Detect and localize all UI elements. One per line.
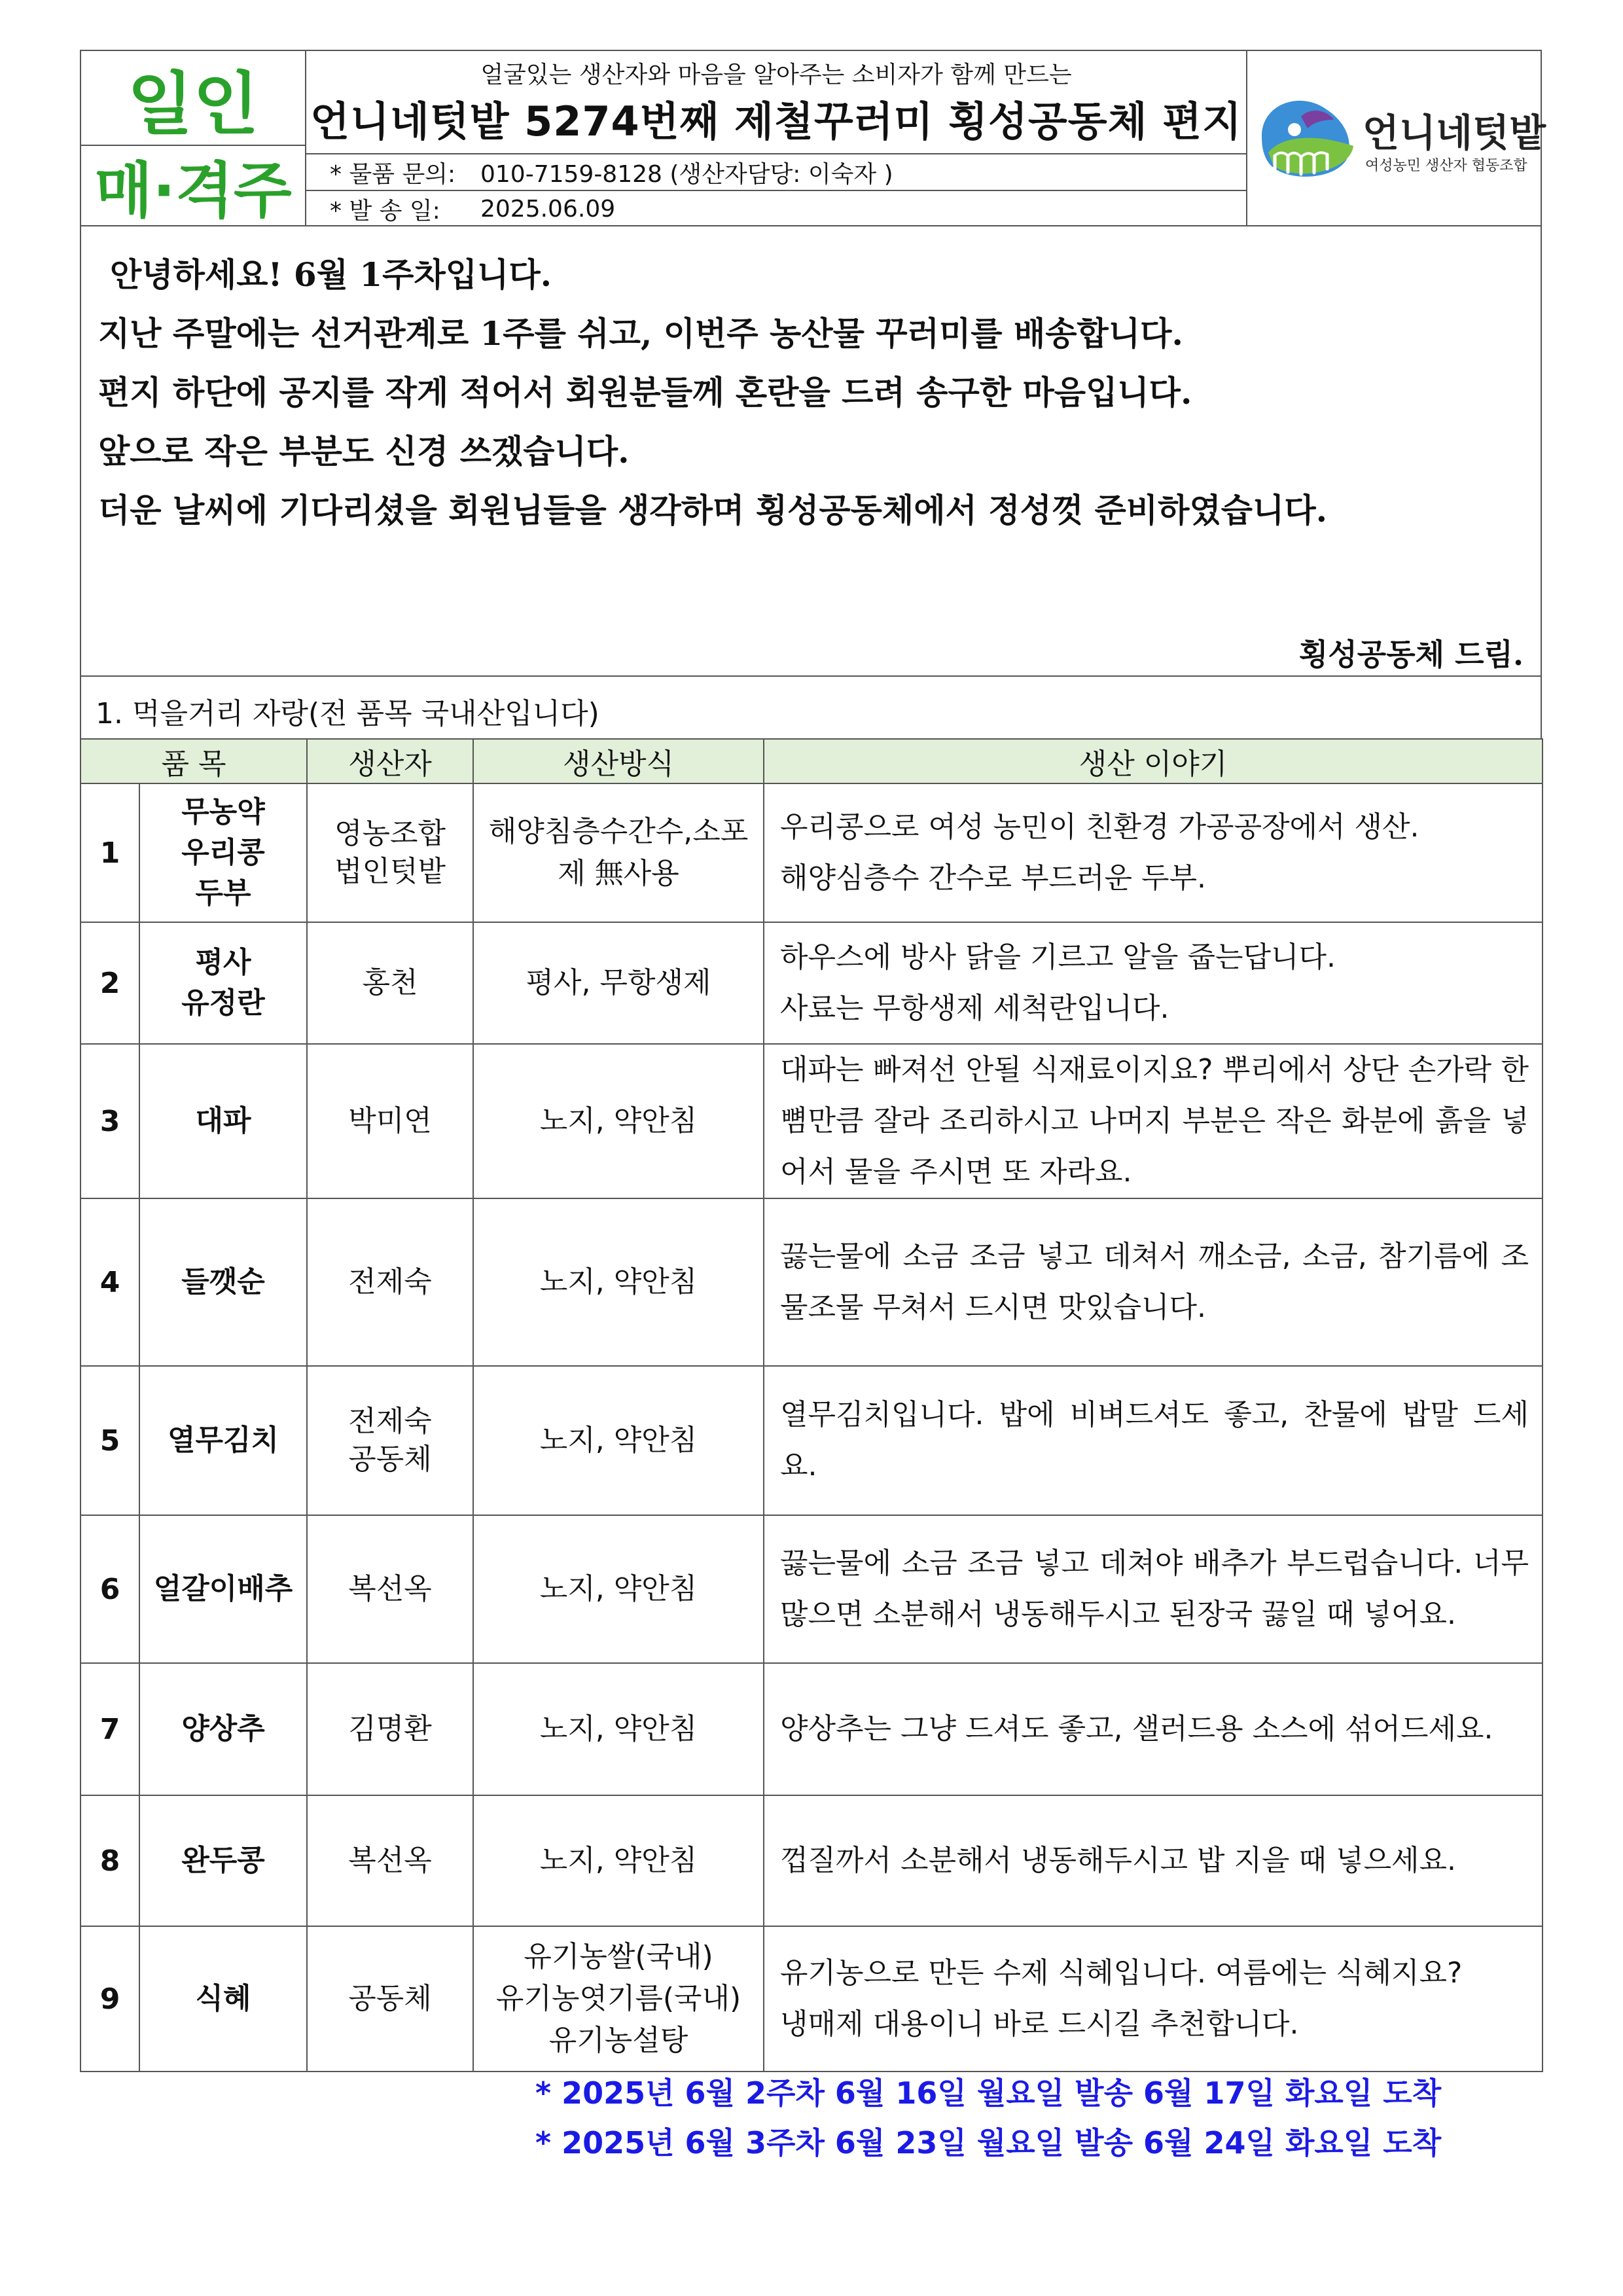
send-date-label: * 발 송 일:	[330, 197, 440, 224]
production-story: 끓는물에 소금 조금 넣고 데쳐야 배추가 부드럽습니다. 너무 많으면 소분해서 냉동해두시고 된장국 끓일 때 넣어요.	[764, 1515, 1543, 1663]
header-method: 생산방식	[473, 739, 764, 783]
table-row	[80, 1366, 1543, 1515]
production-story: 유기농으로 만든 수제 식혜입니다. 여름에는 식혜지요? 냉매제 대용이니 바로 드시길 추천합니다.	[764, 1926, 1543, 2072]
producer: 박미연	[307, 1044, 473, 1198]
table-row	[80, 1515, 1543, 1663]
production-method: 노지, 약안침	[473, 1044, 764, 1198]
greeting-message	[80, 225, 1542, 677]
table-row	[80, 1663, 1543, 1795]
table-row	[80, 1198, 1543, 1366]
production-method: 유기농쌀(국내) 유기농엿기름(국내) 유기농설탕	[473, 1926, 764, 2072]
product-table	[80, 738, 1543, 2072]
producer: 영농조합 법인텃밭	[307, 783, 473, 922]
production-story: 열무김치입니다. 밥에 비벼드셔도 좋고, 찬물에 밥말 드세요.	[764, 1366, 1543, 1515]
logo-emblem-icon	[1255, 90, 1360, 188]
item-name: 식혜	[139, 1926, 307, 2072]
producer: 공동체	[307, 1926, 473, 2072]
table-row	[80, 1795, 1543, 1926]
subscription-badge	[80, 50, 306, 226]
production-method: 노지, 약안침	[473, 1198, 764, 1366]
row-number: 9	[80, 1926, 139, 2072]
section-title	[80, 675, 1542, 740]
letter-header	[305, 50, 1247, 226]
logo-box	[1246, 50, 1546, 226]
producer: 홍천	[307, 922, 473, 1044]
production-method: 해양침층수간수,소포 제 無사용	[473, 783, 764, 922]
row-number: 2	[80, 922, 139, 1044]
item-name: 들깻순	[139, 1198, 307, 1366]
shipping-notice: * 2025년 6월 3주차 6월 23일 월요일 발송 6월 24일 화요일 도착	[535, 2125, 1442, 2161]
header-item: 품 목	[80, 739, 307, 783]
header-subtitle: 얼굴있는 생산자와 마음을 알아주는 소비자가 함께 만드는	[480, 62, 1072, 88]
row-number: 4	[80, 1198, 139, 1366]
shipping-notice: * 2025년 6월 2주차 6월 16일 월요일 발송 6월 17일 화요일 도착	[535, 2075, 1442, 2111]
greeting-line: 앞으로 작은 부분도 신경 쓰겠습니다.	[98, 432, 630, 471]
production-method: 노지, 약안침	[473, 1515, 764, 1663]
production-method: 노지, 약안침	[473, 1663, 764, 1795]
item-name: 평사 유정란	[139, 922, 307, 1044]
producer: 전제숙 공동체	[307, 1366, 473, 1515]
producer: 복선옥	[307, 1515, 473, 1663]
greeting-line: 편지 하단에 공지를 작게 적어서 회원분들께 혼란을 드려 송구한 마음입니다.	[98, 373, 1192, 412]
send-date-row	[306, 190, 1246, 226]
production-method: 노지, 약안침	[473, 1366, 764, 1515]
row-number: 6	[80, 1515, 139, 1663]
row-number: 8	[80, 1795, 139, 1926]
table-header-row	[80, 739, 1543, 783]
table-row	[80, 783, 1543, 922]
badge-frequency: 매·격주	[94, 155, 292, 226]
production-method: 노지, 약안침	[473, 1795, 764, 1926]
item-name: 열무김치	[139, 1366, 307, 1515]
item-name: 완두콩	[139, 1795, 307, 1926]
production-story: 끓는물에 소금 조금 넣고 데쳐서 깨소금, 소금, 참기름에 조물조물 무쳐서 드시면 맛있습니다.	[764, 1198, 1543, 1366]
row-number: 3	[80, 1044, 139, 1198]
production-story: 하우스에 방사 닭을 기르고 알을 줍는답니다. 사료는 무항생제 세척란입니다.	[764, 922, 1543, 1044]
producer: 전제숙	[307, 1198, 473, 1366]
item-name: 대파	[139, 1044, 307, 1198]
logo	[1255, 90, 1546, 188]
section-title-text: 1. 먹을거리 자랑(전 품목 국내산입니다)	[96, 697, 599, 730]
production-method: 평사, 무항생제	[473, 922, 764, 1044]
item-name: 무농약 우리콩 두부	[139, 783, 307, 922]
badge-single: 일인	[81, 51, 305, 146]
header-story: 생산 이야기	[764, 739, 1543, 783]
greeting-line: 안녕하세요! 6월 1주차입니다.	[110, 255, 552, 294]
production-story: 양상추는 그냥 드셔도 좋고, 샐러드용 소스에 섞어드세요.	[764, 1663, 1543, 1795]
production-story: 우리콩으로 여성 농민이 친환경 가공공장에서 생산. 해양심층수 간수로 부드러운 두부.	[764, 783, 1543, 922]
table-row	[80, 1044, 1543, 1198]
row-number: 1	[80, 783, 139, 922]
row-number: 7	[80, 1663, 139, 1795]
header-producer: 생산자	[307, 739, 473, 783]
send-date-value: 2025.06.09	[480, 195, 616, 223]
item-name: 양상추	[139, 1663, 307, 1795]
signature: 횡성공동체 드림.	[1298, 637, 1524, 672]
producer: 김명환	[307, 1663, 473, 1795]
page-title: 언니네텃밭 5274번째 제철꾸러미 횡성공동체 편지	[310, 98, 1242, 145]
inquiry-label: * 물품 문의:	[330, 160, 456, 188]
row-number: 5	[80, 1366, 139, 1515]
production-story: 대파는 빠져선 안될 식재료이지요? 뿌리에서 상단 손가락 한뼘만큼 잘라 조리하시고 나머지 부분은 작은 화분에 흙을 넣어서 물을 주시면 또 자라요.	[764, 1044, 1543, 1198]
logo-subtitle: 여성농민 생산자 협동조합	[1365, 158, 1527, 174]
table-row	[80, 922, 1543, 1044]
inquiry-value: 010-7159-8128 (생산자담당: 이숙자 )	[480, 160, 893, 188]
greeting-line: 더운 날씨에 기다리셨을 회원님들을 생각하며 횡성공동체에서 정성껏 준비하였습니다.	[98, 491, 1328, 529]
table-row	[80, 1926, 1543, 2072]
item-name: 얼갈이배추	[139, 1515, 307, 1663]
greeting-line: 지난 주말에는 선거관계로 1주를 쉬고, 이번주 농산물 꾸러미를 배송합니다.	[98, 314, 1183, 353]
inquiry-row	[306, 153, 1246, 190]
logo-name: 언니네텃밭	[1363, 111, 1546, 155]
production-story: 껍질까서 소분해서 냉동해두시고 밥 지을 때 넣으세요.	[764, 1795, 1543, 1926]
producer: 복선옥	[307, 1795, 473, 1926]
